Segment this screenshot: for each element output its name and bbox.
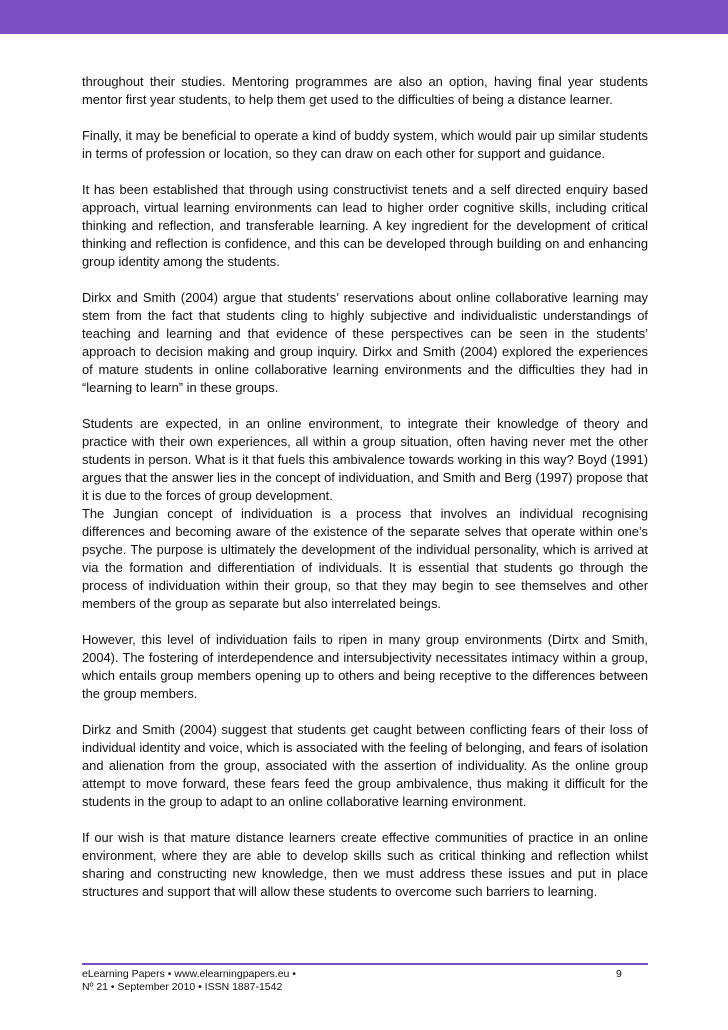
paragraph-9: If our wish is that mature distance learners create effective communities of practice in an online environment, where they are able to develop skills such as critical thinking and reflection whilst sharing and constructing new knowledge, then we must address these issues and put in place structures and support that will allow these students to overcome such barriers to learning. xyxy=(82,830,648,899)
paragraph-7: However, this level of individuation fails to ripen in many group environments (Dirtx and Smith, 2004). The fostering of interdependence and intersubjectivity necessitates intimacy within a group, which entails group members opening up to others and being receptive to the differences between the group members. xyxy=(82,632,648,701)
footer-journal-line: eLearning Papers • www.elearningpapers.eu • xyxy=(82,968,296,980)
paragraph-5: Students are expected, in an online environment, to integrate their knowledge of theory and practice with their own experiences, all within a group situation, often having never met the other students in person. What is it that fuels this ambivalence towards working in this way? Boyd (1991) argues that the answer lies in the concept of individuation, and Smith and Berg (1997) propose that it is due to the forces of group development. xyxy=(82,416,648,503)
footer-issue-line: Nº 21 • September 2010 • ISSN 1887-1542 xyxy=(82,981,283,993)
footer-divider xyxy=(82,963,648,965)
paragraph-4: Dirkx and Smith (2004) argue that students’ reservations about online collaborative learning may stem from the fact that students cling to highly subjective and individualistic understandings of teaching and learning and that evidence of these perspectives can be seen in the students’ approach to decision making and group inquiry. Dirkx and Smith (2004) explored the experiences of mature students in online collaborative learning environments and the difficulties they had in “learning to learn” in these groups. xyxy=(82,290,648,395)
paragraph-1: throughout their studies. Mentoring programmes are also an option, having final year students mentor first year students, to help them get used to the difficulties of being a distance learner. xyxy=(82,74,648,107)
paragraph-6: The Jungian concept of individuation is a process that involves an individual recognising differences and becoming aware of the existence of the separate selves that operate within one’s psyche. The purpose is ultimately the development of the individual personality, which is arrived at via the formation and differentiation of individuals. It is essential that students go through the process of individuation within their group, so that they may begin to see themselves and other members of the group as separate but also interrelated beings. xyxy=(82,506,648,611)
paragraph-8: Dirkz and Smith (2004) suggest that students get caught between conflicting fears of their loss of individual identity and voice, which is associated with the feeling of belonging, and fears of isolation and alienation from the group, associated with the assertion of individuality. As the online group attempt to move forward, these fears feed the group ambivalence, thus making it difficult for the students in the group to adapt to an online collaborative learning environment. xyxy=(82,722,648,809)
paragraph-2: Finally, it may be beneficial to operate a kind of buddy system, which would pair up similar students in terms of profession or location, so they can draw on each other for support and guidance. xyxy=(82,128,648,161)
header-bar xyxy=(0,0,728,34)
page-number: 9 xyxy=(616,968,622,980)
paragraph-3: It has been established that through using constructivist tenets and a self directed enquiry based approach, virtual learning environments can lead to higher order cognitive skills, including critical thinking and reflection, and transferable learning. A key ingredient for the development of critical thinking and reflection is confidence, and this can be developed through building on and enhancing group identity among the students. xyxy=(82,182,648,269)
article-body xyxy=(82,73,648,919)
